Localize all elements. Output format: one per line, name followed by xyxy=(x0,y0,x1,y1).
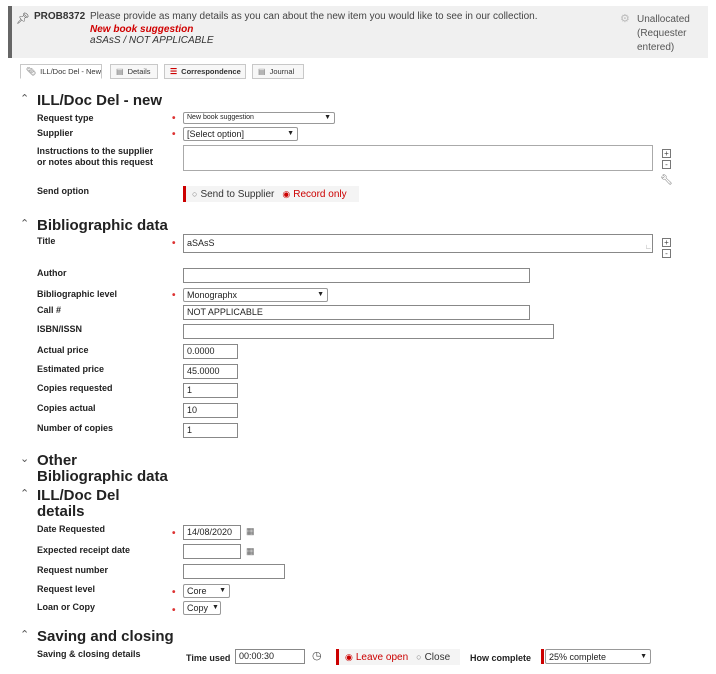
collapse-caret-icon[interactable]: ⌃ xyxy=(20,488,30,500)
section-title-other-biblio-1[interactable]: Other xyxy=(37,452,78,469)
chevron-down-icon: ▼ xyxy=(324,114,331,121)
request-type-select[interactable]: New book suggestion ▼ xyxy=(183,112,335,124)
estimated-price-input[interactable]: 45.0000 xyxy=(183,364,238,379)
loan-or-copy-label: Loan or Copy xyxy=(37,602,95,612)
copies-requested-label: Copies requested xyxy=(37,383,113,393)
clock-icon[interactable]: ◷ xyxy=(312,650,322,662)
bibliographic-level-select[interactable]: Monographx ▼ xyxy=(183,288,328,302)
details-icon: ▤ xyxy=(116,67,124,76)
request-type-label: Request type xyxy=(37,113,94,123)
section-title-other-biblio-2[interactable]: Bibliographic data xyxy=(37,468,168,485)
actual-price-input[interactable]: 0.0000 xyxy=(183,344,238,359)
radio-checked-icon[interactable]: ◉ xyxy=(345,651,353,662)
leave-open-option[interactable]: Leave open xyxy=(355,651,409,663)
close-option-radio-group xyxy=(336,649,460,665)
instructions-label-2: or notes about this request xyxy=(37,157,154,167)
send-to-supplier-option[interactable]: Send to Supplier xyxy=(200,188,275,200)
title-label: Title xyxy=(37,236,56,246)
required-icon: • xyxy=(172,129,176,140)
estimated-price-label: Estimated price xyxy=(37,364,105,374)
section-title-biblio: Bibliographic data xyxy=(37,217,168,234)
gear-icon[interactable]: ⚙ xyxy=(620,13,630,25)
collapse-minus-icon[interactable]: - xyxy=(662,160,671,169)
expected-receipt-input[interactable] xyxy=(183,544,241,559)
how-complete-select[interactable]: 25% complete ▼ xyxy=(545,649,651,664)
list-icon: ☰ xyxy=(170,67,178,76)
date-requested-input[interactable]: 14/08/2020 xyxy=(183,525,241,540)
date-requested-label: Date Requested xyxy=(37,524,106,534)
expand-plus-icon[interactable]: + xyxy=(662,149,671,158)
supplier-select[interactable]: [Select option] ▼ xyxy=(183,127,298,141)
request-number-label: Request number xyxy=(37,565,109,575)
author-input[interactable] xyxy=(183,268,530,283)
radio-unchecked-icon[interactable]: ○ xyxy=(192,189,198,199)
required-icon: • xyxy=(172,605,176,616)
chevron-down-icon: ▼ xyxy=(219,587,226,594)
radio-checked-icon[interactable]: ◉ xyxy=(282,188,291,199)
how-complete-label: How complete xyxy=(470,653,532,663)
collapse-minus-icon[interactable]: - xyxy=(662,249,671,258)
tab-correspondence[interactable]: ☰ Correspondence xyxy=(164,64,246,79)
paperclip-icon: 📎︎ xyxy=(26,67,37,76)
title-input[interactable]: aSAsS xyxy=(183,234,653,253)
isbn-issn-label: ISBN/ISSN xyxy=(37,324,83,334)
required-icon: • xyxy=(172,113,176,124)
actual-price-label: Actual price xyxy=(37,345,89,355)
number-of-copies-input[interactable]: 1 xyxy=(183,423,238,438)
copies-actual-input[interactable]: 10 xyxy=(183,403,238,418)
calendar-icon[interactable]: ▦ xyxy=(246,546,255,556)
chevron-down-icon: ▼ xyxy=(212,604,219,611)
status-text: Unallocated (Requester entered) xyxy=(637,14,690,53)
instructions-textarea[interactable] xyxy=(183,145,653,171)
request-number-input[interactable] xyxy=(183,564,285,579)
chevron-down-icon: ▼ xyxy=(287,130,294,137)
journal-icon: ▤ xyxy=(258,67,266,76)
send-option-radio-group xyxy=(183,186,359,202)
expand-plus-icon[interactable]: + xyxy=(662,238,671,247)
problem-detail: aSAsS / NOT APPLICABLE xyxy=(90,35,214,46)
loan-or-copy-select[interactable]: Copy ▼ xyxy=(183,601,221,615)
radio-unchecked-icon[interactable]: ○ xyxy=(416,652,422,662)
resize-handle-icon[interactable]: ∟ xyxy=(645,244,652,251)
required-icon: • xyxy=(172,290,176,301)
required-icon: • xyxy=(172,528,176,539)
collapse-caret-icon[interactable]: ⌃ xyxy=(20,93,30,105)
call-number-input[interactable]: NOT APPLICABLE xyxy=(183,305,530,320)
required-icon: • xyxy=(172,587,176,598)
calendar-icon[interactable]: ▦ xyxy=(246,526,255,536)
bibliographic-level-label: Bibliographic level xyxy=(37,289,118,299)
time-used-label: Time used xyxy=(186,653,231,663)
tab-ill-doc-del-new[interactable]: 📎︎ ILL/Doc Del - New xyxy=(20,64,102,79)
close-option[interactable]: Close xyxy=(424,651,451,663)
section-title-ill-details-2: details xyxy=(37,503,85,520)
copies-actual-label: Copies actual xyxy=(37,403,96,413)
supplier-label: Supplier xyxy=(37,128,74,138)
request-level-select[interactable]: Core ▼ xyxy=(183,584,230,598)
send-option-label: Send option xyxy=(37,186,89,196)
pin-icon[interactable]: 📌︎ xyxy=(16,13,30,25)
section-title-saving: Saving and closing xyxy=(37,628,174,645)
saving-details-label: Saving & closing details xyxy=(37,649,141,659)
wrench-icon[interactable]: 🔧︎ xyxy=(660,175,673,186)
required-icon: • xyxy=(172,238,176,249)
expected-receipt-label: Expected receipt date xyxy=(37,545,131,555)
number-of-copies-label: Number of copies xyxy=(37,423,114,433)
expand-caret-icon[interactable]: ⌄ xyxy=(20,453,30,465)
isbn-issn-input[interactable] xyxy=(183,324,554,339)
collapse-caret-icon[interactable]: ⌃ xyxy=(20,629,30,641)
author-label: Author xyxy=(37,268,67,278)
problem-description: Please provide as many details as you can about the new item you would like to see in our collection. xyxy=(90,11,538,22)
tab-journal[interactable]: ▤ Journal xyxy=(252,64,304,79)
required-bar xyxy=(541,649,544,664)
chevron-down-icon: ▼ xyxy=(640,652,647,660)
copies-requested-input[interactable]: 1 xyxy=(183,383,238,398)
request-level-label: Request level xyxy=(37,584,96,594)
section-title-ill-details-1: ILL/Doc Del xyxy=(37,487,120,504)
call-number-label: Call # xyxy=(37,305,62,315)
section-title-ill-new: ILL/Doc Del - new xyxy=(37,92,163,109)
collapse-caret-icon[interactable]: ⌃ xyxy=(20,218,30,230)
instructions-label: Instructions to the supplier xyxy=(37,146,154,156)
tab-details[interactable]: ▤ Details xyxy=(110,64,158,79)
record-only-option[interactable]: Record only xyxy=(293,188,347,200)
problem-subtitle: New book suggestion xyxy=(90,24,194,35)
time-used-input[interactable]: 00:00:30 xyxy=(235,649,305,664)
problem-id[interactable]: PROB8372 xyxy=(34,11,86,22)
chevron-down-icon: ▼ xyxy=(317,291,324,298)
